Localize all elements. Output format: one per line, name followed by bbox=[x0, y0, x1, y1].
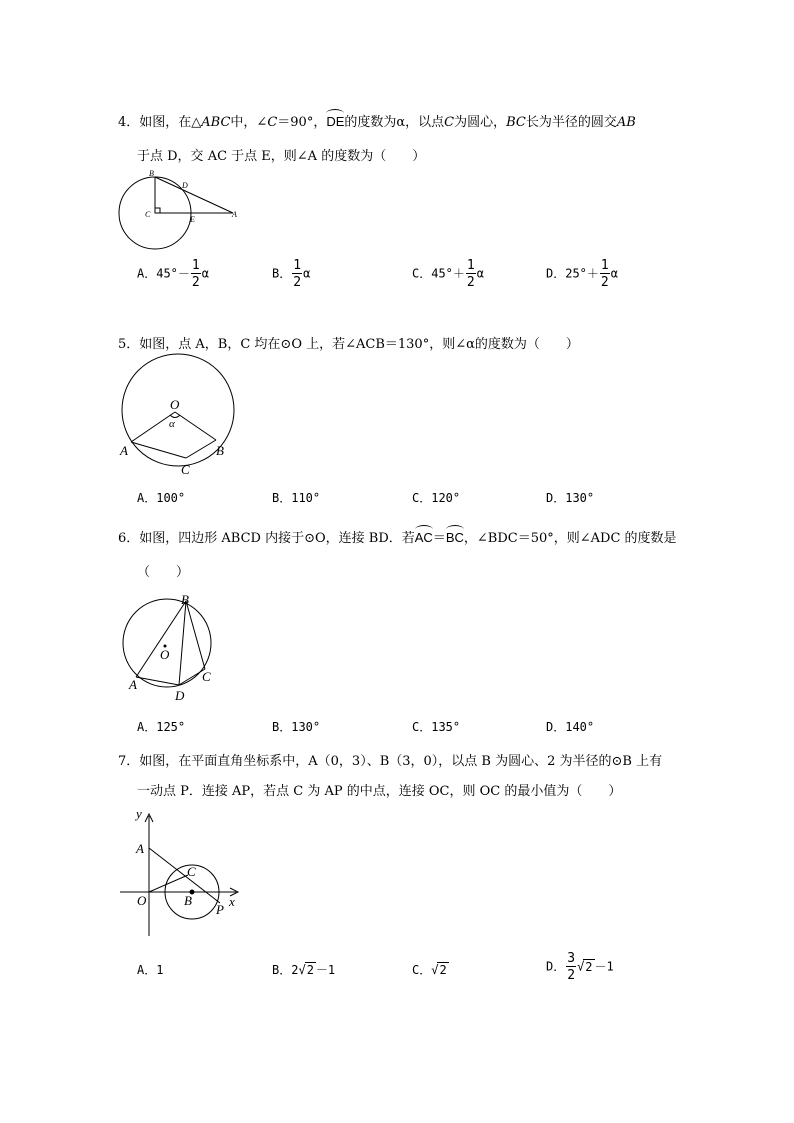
q4-label-d: D bbox=[182, 181, 188, 190]
q5-option-a: A．100° bbox=[137, 491, 186, 505]
q4-option-c: C．45°＋ $\frac{1}{2}$ α bbox=[412, 258, 484, 290]
q7-label-o: O bbox=[137, 893, 147, 908]
q6-option-b: B．130° bbox=[272, 720, 321, 734]
arc-bc: BC bbox=[445, 530, 464, 545]
q7-label-a: A bbox=[136, 841, 144, 856]
q6-label-d: D bbox=[175, 688, 185, 703]
q5-option-b: B．110° bbox=[272, 491, 321, 505]
q5-label-o: O bbox=[170, 397, 180, 412]
q7-label-p: P bbox=[216, 902, 224, 917]
q7-option-b: B．2√2 －1 bbox=[272, 963, 336, 977]
q4-figure bbox=[115, 168, 245, 250]
q6-option-c: C．135° bbox=[412, 720, 461, 734]
q5-option-d: D．130° bbox=[546, 491, 595, 505]
q7-label-y: y bbox=[136, 806, 142, 821]
q4-label-a: A bbox=[232, 210, 237, 219]
q7-label-b: B bbox=[184, 893, 192, 908]
q6-line2: （ ） bbox=[137, 565, 190, 580]
q4-option-d: D．25°＋ $\frac{1}{2}$ α bbox=[546, 258, 618, 290]
q7-option-a: A．1 bbox=[137, 963, 164, 977]
q4-option-b: B． $\frac{1}{2}$ α bbox=[272, 258, 311, 290]
q4-option-a: A．45°－ $\frac{1}{2}$ α bbox=[137, 258, 209, 290]
q4-line2: 于点 D，交 AC 于点 E，则∠A 的度数为（ ） bbox=[137, 149, 426, 164]
q6-figure bbox=[120, 590, 220, 705]
q5-figure bbox=[118, 355, 238, 480]
q6-option-a: A．125° bbox=[137, 720, 186, 734]
q7-line1: 7．如图，在平面直角坐标系中，A（0，3）、B（3，0），以点 B 为圆心、2 为半径的⊙B 上有 bbox=[118, 754, 663, 769]
q5-label-c: C bbox=[181, 462, 190, 477]
q4-label-b: B bbox=[149, 169, 154, 178]
q6-label-c: C bbox=[202, 669, 211, 684]
q7-label-x: x bbox=[229, 894, 235, 909]
q6-label-a: A bbox=[129, 677, 137, 692]
q7-option-d: D． $\frac{3}{2}$ √2 －1 bbox=[546, 951, 614, 983]
q7-figure bbox=[118, 808, 248, 938]
q5-label-a: A bbox=[120, 443, 128, 458]
q5-option-c: C．120° bbox=[412, 491, 461, 505]
q5-label-alpha: α bbox=[169, 418, 175, 430]
q6-line1: 6．如图，四边形 ABCD 内接于⊙O，连接 BD．若AC＝BC，∠BDC＝50°，则∠ADC 的度数是 bbox=[118, 530, 677, 546]
q4-label-c: C bbox=[145, 210, 151, 219]
q7-line2: 一动点 P．连接 AP，若点 C 为 AP 的中点，连接 OC，则 OC 的最小值为（ ） bbox=[137, 784, 622, 799]
arc-ac: AC bbox=[414, 530, 433, 545]
q7-label-c: C bbox=[187, 864, 196, 879]
q7-option-c: C．√2 bbox=[412, 963, 447, 977]
q4-line1: 4．如图，在△ABC中，∠C＝90°，DE的度数为α，以点C为圆心，BC长为半径的圆交AB bbox=[118, 114, 636, 130]
q5-text: 5．如图，点 A，B，C 均在⊙O 上，若∠ACB＝130°，则∠α的度数为（ ） bbox=[118, 337, 579, 352]
q6-label-o: O bbox=[160, 647, 170, 662]
q4-label-e: E bbox=[190, 215, 195, 224]
arc-de: DE bbox=[326, 114, 345, 129]
q5-label-b: B bbox=[216, 443, 224, 458]
q6-label-b: B bbox=[181, 592, 189, 607]
q6-option-d: D．140° bbox=[546, 720, 595, 734]
